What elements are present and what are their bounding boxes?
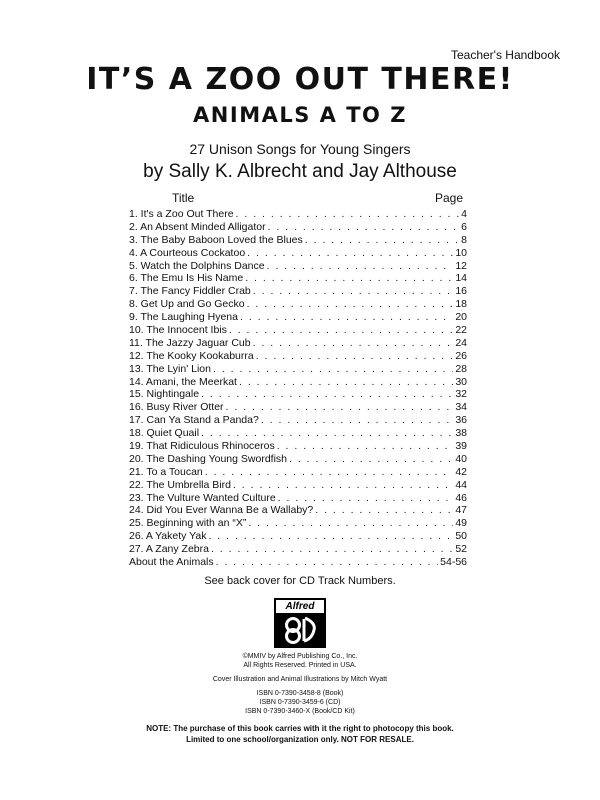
toc-leader-dots xyxy=(229,324,453,337)
toc-leader-dots xyxy=(256,350,454,363)
toc-entry xyxy=(129,234,467,247)
toc-leader-dots xyxy=(268,221,460,234)
toc-leader-dots xyxy=(201,427,453,440)
toc-entry-title: 6. The Emu Is His Name xyxy=(129,272,244,285)
tagline: 27 Unison Songs for Young Singers xyxy=(189,141,411,157)
toc-entry-title: 23. The Vulture Wanted Culture xyxy=(129,491,276,504)
toc-leader-dots xyxy=(211,543,453,556)
book-title: IT’S A ZOO OUT THERE! xyxy=(86,62,514,97)
toc-entry-title: About the Animals xyxy=(129,556,214,569)
toc-entry xyxy=(129,350,467,363)
toc-entry xyxy=(129,208,467,221)
toc-leader-dots xyxy=(205,466,454,479)
toc-entry-title: 22. The Umbrella Bird xyxy=(129,478,231,491)
cd-note: See back cover for CD Track Numbers. xyxy=(204,575,396,587)
toc-entry-page: 32 xyxy=(455,388,467,401)
toc-leader-dots xyxy=(213,363,453,376)
photocopy-notice xyxy=(0,723,600,745)
toc-entry xyxy=(129,363,467,376)
toc-entry-page: 18 xyxy=(455,298,467,311)
toc-entry-title: 9. The Laughing Hyena xyxy=(129,311,238,324)
toc-entry xyxy=(129,556,467,569)
toc-entry-page: 49 xyxy=(455,517,467,530)
toc-leader-dots xyxy=(248,517,453,530)
toc-leader-dots xyxy=(247,298,454,311)
toc-entry xyxy=(129,517,467,530)
toc-leader-dots xyxy=(261,414,454,427)
toc-entry-page: 54-56 xyxy=(440,556,467,569)
toc-entry-title: 24. Did You Ever Wanna Be a Wallaby? xyxy=(129,504,314,517)
toc-entry-page: 12 xyxy=(455,259,467,272)
toc-entry-title: 2. An Absent Minded Alligator xyxy=(129,220,266,233)
toc-entry-title: 17. Can Ya Stand a Panda? xyxy=(129,414,259,427)
toc-entry xyxy=(129,479,467,492)
toc-entry xyxy=(129,337,467,350)
toc-entry-title: 18. Quiet Quail xyxy=(129,427,200,440)
toc-entry xyxy=(129,414,467,427)
toc-entry-page: 34 xyxy=(455,401,467,414)
toc-entry-page: 6 xyxy=(461,220,467,233)
toc-leader-dots xyxy=(277,440,454,453)
toc-entry-page: 42 xyxy=(455,465,467,478)
isbn-book: ISBN 0-7390-3458-8 (Book) xyxy=(256,690,344,697)
toc-entry xyxy=(129,221,467,234)
toc-entry xyxy=(129,440,467,453)
logo-brand-text: Alfred xyxy=(276,600,324,613)
notice-line-2: Limited to one school/organization only. NOT FOR RESALE. xyxy=(186,735,414,744)
toc-leader-dots xyxy=(216,556,439,569)
toc-entry-page: 28 xyxy=(455,362,467,375)
toc-leader-dots xyxy=(240,311,453,324)
toc-entry-page: 39 xyxy=(455,440,467,453)
toc-leader-dots xyxy=(245,272,453,285)
toc-leader-dots xyxy=(289,453,453,466)
toc-entry-page: 14 xyxy=(455,272,467,285)
toc-entry xyxy=(129,530,467,543)
toc-entry-title: 15. Nightingale xyxy=(129,388,200,401)
toc-leader-dots xyxy=(236,208,460,221)
toc-entry-title: 12. The Kooky Kookaburra xyxy=(129,349,254,362)
rights-line: All Rights Reserved. Printed in USA. xyxy=(243,662,357,669)
toc-entry-page: 40 xyxy=(455,452,467,465)
toc-entry-title: 7. The Fancy Fiddler Crab xyxy=(129,285,251,298)
toc-entry-title: 10. The Innocent Ibis xyxy=(129,324,227,337)
toc-entry xyxy=(129,285,467,298)
toc-entry xyxy=(129,260,467,273)
isbn-kit: ISBN 0-7390-3460-X (Book/CD Kit) xyxy=(245,708,355,715)
toc-entry-page: 44 xyxy=(455,478,467,491)
toc-entry-page: 20 xyxy=(455,311,467,324)
toc-column-page: Page xyxy=(434,191,463,205)
toc-leader-dots xyxy=(208,530,453,543)
toc-entry xyxy=(129,453,467,466)
toc-entry xyxy=(129,543,467,556)
toc-entry xyxy=(129,492,467,505)
toc-leader-dots xyxy=(278,492,454,505)
toc-entry-title: 3. The Baby Baboon Loved the Blues xyxy=(129,233,303,246)
toc-entry-title: 19. That Ridiculous Rhinoceros xyxy=(129,440,275,453)
toc-entry-title: 21. To a Toucan xyxy=(129,465,203,478)
toc-entry-page: 16 xyxy=(455,285,467,298)
toc-entry xyxy=(129,311,467,324)
toc-entry-title: 20. The Dashing Young Swordfish xyxy=(129,452,288,465)
toc-entry-title: 1. It's a Zoo Out There xyxy=(129,208,234,220)
toc-entry xyxy=(129,427,467,440)
notice-line-1: NOTE: The purchase of this book carries with it the right to photocopy this book. xyxy=(146,724,454,733)
copyright-line: ©MMIV by Alfred Publishing Co., Inc. xyxy=(242,653,358,660)
toc-leader-dots xyxy=(305,234,459,247)
toc-leader-dots xyxy=(201,388,453,401)
toc-entry-title: 16. Busy River Otter xyxy=(129,401,224,414)
book-subtitle-title: ANIMALS A TO Z xyxy=(193,103,407,127)
toc-entry xyxy=(129,324,467,337)
toc-entry xyxy=(129,298,467,311)
toc-entry-title: 11. The Jazzy Jaguar Cub xyxy=(129,336,251,349)
toc-column-title: Title xyxy=(172,191,195,205)
toc-leader-dots xyxy=(253,285,454,298)
toc-entry-title: 27. A Zany Zebra xyxy=(129,543,209,556)
toc-leader-dots xyxy=(253,337,454,350)
toc-entry xyxy=(129,376,467,389)
toc-entry xyxy=(129,388,467,401)
toc-entry-page: 50 xyxy=(455,530,467,543)
toc-entry-page: 26 xyxy=(455,349,467,362)
toc-entry-page: 38 xyxy=(455,427,467,440)
toc-entry-page: 4 xyxy=(461,208,467,220)
toc-entry xyxy=(129,247,467,260)
toc-leader-dots xyxy=(239,376,453,389)
toc-entry-page: 52 xyxy=(455,543,467,556)
toc-entry xyxy=(129,272,467,285)
logo-emblem-icon xyxy=(276,613,324,646)
illustration-credit: Cover Illustration and Animal Illustrations by Mitch Wyatt xyxy=(212,676,388,683)
toc-entry-page: 22 xyxy=(455,324,467,337)
toc-entry-page: 36 xyxy=(455,414,467,427)
toc-entry-title: 4. A Courteous Cockatoo xyxy=(129,246,246,259)
toc-entry-page: 30 xyxy=(455,375,467,388)
legal-block xyxy=(0,652,600,716)
toc-entry-title: 8. Get Up and Go Gecko xyxy=(129,298,245,311)
toc-entry xyxy=(129,504,467,517)
toc-leader-dots xyxy=(267,260,454,273)
toc-entry-title: 25. Beginning with an “X” xyxy=(129,517,247,530)
alfred-logo xyxy=(274,598,326,648)
toc-entry-title: 5. Watch the Dolphins Dance xyxy=(129,259,265,272)
toc-leader-dots xyxy=(226,401,454,414)
edition-label: Teacher's Handbook xyxy=(450,48,560,62)
toc-entry-title: 26. A Yakety Yak xyxy=(129,530,207,543)
toc-entry-title: 14. Amani, the Meerkat xyxy=(129,375,237,388)
toc-entry-title: 13. The Lyin' Lion xyxy=(129,362,211,375)
table-of-contents xyxy=(129,208,467,569)
toc-leader-dots xyxy=(315,504,453,517)
toc-entry-page: 47 xyxy=(455,504,467,517)
toc-leader-dots xyxy=(247,247,453,260)
authors: by Sally K. Albrecht and Jay Althouse xyxy=(143,161,457,182)
toc-entry xyxy=(129,466,467,479)
toc-entry-page: 46 xyxy=(455,491,467,504)
toc-entry-page: 10 xyxy=(455,246,467,259)
toc-entry xyxy=(129,401,467,414)
toc-entry-page: 24 xyxy=(455,336,467,349)
toc-leader-dots xyxy=(233,479,453,492)
isbn-cd: ISBN 0-7390-3459-6 (CD) xyxy=(259,699,341,706)
toc-entry-page: 8 xyxy=(461,233,467,246)
